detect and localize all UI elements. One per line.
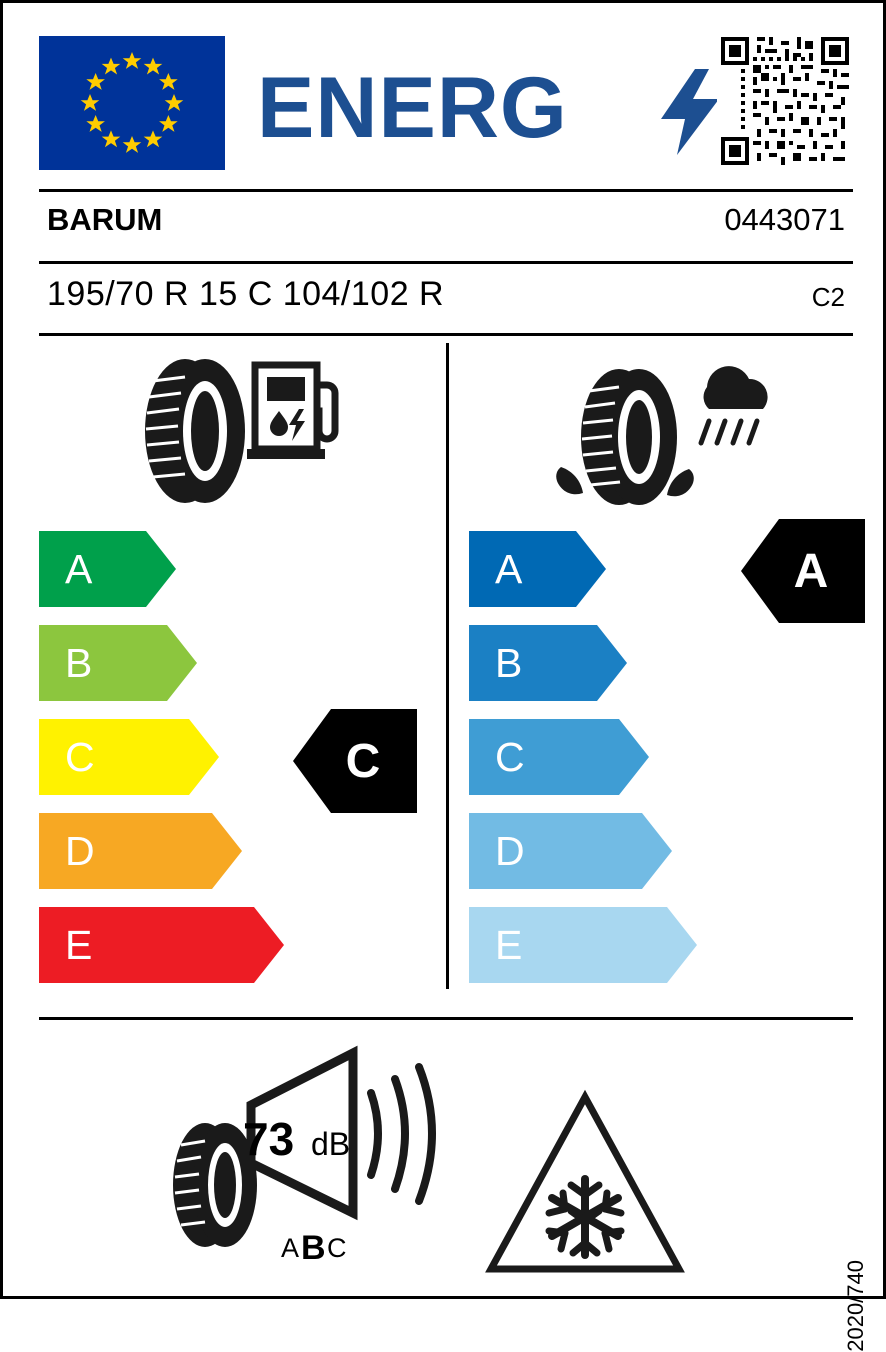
fuel-grade-e (39, 907, 284, 983)
energy-wordmark: ENERG (257, 60, 568, 156)
grade-letter: D (65, 827, 95, 874)
divider-2 (39, 261, 853, 264)
lightning-bolt-icon (661, 69, 721, 155)
regulation-year: 2020/740 (843, 1260, 868, 1352)
grade-row (39, 625, 284, 701)
wet-grade-e (469, 907, 697, 983)
grade-row (39, 907, 284, 983)
fuel-rating-value: C (345, 734, 381, 788)
rain-cloud-icon (701, 366, 768, 443)
noise-pictogram (163, 1045, 473, 1275)
label-header (39, 33, 853, 173)
fuel-efficiency-scale (39, 531, 284, 1001)
qr-code-icon (717, 33, 853, 169)
fuel-efficiency-pictogram (127, 351, 337, 511)
wet-grip-rating-pointer (741, 519, 865, 623)
divider-1 (39, 189, 853, 192)
grade-row (469, 719, 697, 795)
wet-grip-rating-value: A (793, 544, 829, 598)
eu-flag (39, 36, 225, 170)
wet-grade-c (469, 719, 649, 795)
product-code: 0443071 (724, 202, 845, 237)
wet-grip-scale (469, 531, 697, 1001)
tyre-icon (145, 359, 245, 503)
fuel-grade-a (39, 531, 176, 607)
grade-row (469, 813, 697, 889)
grade-letter: A (495, 545, 523, 592)
grade-row (469, 531, 697, 607)
fuel-grade-d (39, 813, 242, 889)
wet-grip-pictogram (531, 351, 783, 519)
svg-text:A: A (281, 1233, 300, 1263)
tyre-icon (581, 369, 677, 505)
grade-row (39, 719, 284, 795)
svg-text:dB: dB (311, 1126, 351, 1162)
fuel-rating-pointer (293, 709, 417, 813)
svg-text:B: B (301, 1229, 326, 1267)
tyre-size-designation: 195/70 R 15 C 104/102 R (47, 275, 445, 313)
tyre-class: C2 (811, 282, 845, 312)
grade-row (39, 531, 284, 607)
grade-row (39, 813, 284, 889)
wet-grade-d (469, 813, 672, 889)
divider-3 (39, 333, 853, 336)
grade-row (469, 907, 697, 983)
wet-grade-b (469, 625, 627, 701)
divider-4 (39, 1017, 853, 1020)
grade-letter: B (65, 639, 93, 686)
grade-letter: C (65, 733, 95, 780)
wet-grade-a (469, 531, 606, 607)
fuel-grade-c (39, 719, 219, 795)
fuel-pump-icon (247, 365, 335, 459)
grade-letter: A (65, 545, 93, 592)
svg-text:C: C (327, 1233, 347, 1263)
svg-text:73: 73 (243, 1113, 295, 1165)
brand-name: BARUM (47, 202, 163, 237)
grade-letter: E (65, 921, 93, 968)
grade-letter: E (495, 921, 523, 968)
grade-letter: C (495, 733, 525, 780)
grade-letter: B (495, 639, 523, 686)
grade-letter: D (495, 827, 525, 874)
fuel-grade-b (39, 625, 197, 701)
divider-vertical (446, 343, 449, 989)
snowflake-icon (549, 1179, 621, 1255)
grade-row (469, 625, 697, 701)
snow-grip-pictogram (485, 1091, 685, 1277)
